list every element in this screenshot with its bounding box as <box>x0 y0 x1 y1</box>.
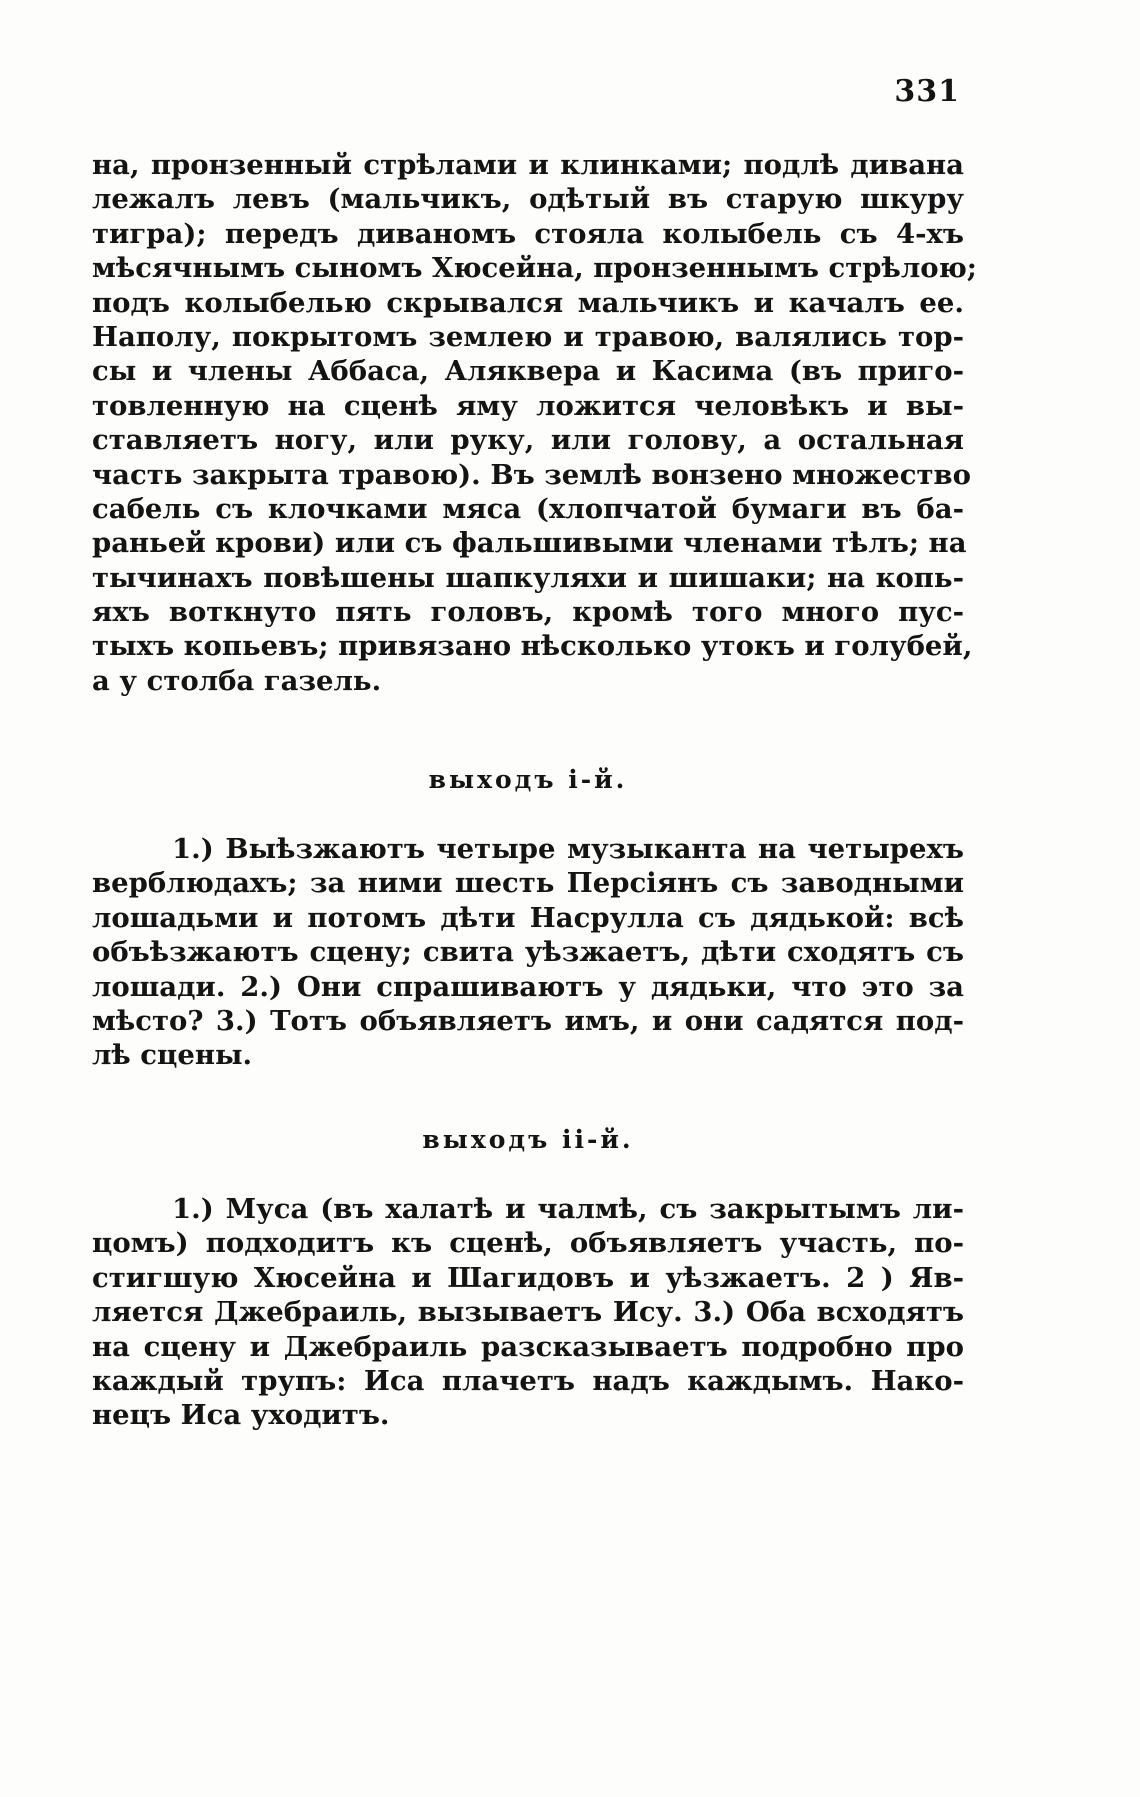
paragraph-continuation <box>92 148 977 698</box>
text-line: Наполу, покрытомъ землею и травою, валялись тор- <box>92 320 964 353</box>
text-line: цомъ) подходитъ къ сценѣ, объявляетъ участь, по- <box>92 1227 964 1260</box>
text-line: на сцену и Джебраиль разсказываетъ подробно про <box>92 1330 964 1363</box>
text-line: лошадьми и потомъ дѣти Насрулла съ дядькой: всѣ <box>92 901 964 934</box>
text-line: мѣсто? 3.) Тотъ объявляетъ имъ, и они садятся под- <box>92 1004 964 1037</box>
text-line: сы и члены Аббаса, Аляквера и Касима (въ приго- <box>92 355 964 388</box>
page-number: 331 <box>894 74 960 109</box>
text-line: лошади. 2.) Они спрашиваютъ у дядьки, что это за <box>92 970 964 1003</box>
text-line: объѣзжаютъ сцену; свита уѣзжаетъ, дѣти сходятъ съ <box>92 936 964 969</box>
text-line: ляется Джебраиль, вызываетъ Ису. 3.) Оба всходятъ <box>92 1296 964 1329</box>
section-heading-exit-1: выходъ і-й. <box>428 765 628 794</box>
text-line: верблюдахъ; за ними шесть Персіянъ съ заводными <box>92 867 964 900</box>
text-line: стигшую Хюсейна и Шагидовъ и уѣзжаетъ. 2 ) Яв- <box>92 1261 964 1294</box>
text-line: товленную на сценѣ яму ложится человѣкъ и вы- <box>92 389 964 422</box>
text-line: раньей крови) или съ фальшивыми членами тѣлъ; на <box>92 527 967 560</box>
section-heading-exit-2: выходъ іі-й. <box>422 1125 634 1154</box>
text-line: мѣсячнымъ сыномъ Хюсейна, пронзеннымъ стрѣлою; <box>92 252 977 285</box>
text-line: лѣ сцены. <box>92 1039 253 1072</box>
text-line: яхъ воткнуто пять головъ, кромѣ того много пус- <box>92 596 964 629</box>
text-line: нецъ Иса уходитъ. <box>92 1399 390 1432</box>
text-line: а у столба газель. <box>92 664 382 697</box>
text-line: сабель съ клочками мяса (хлопчатой бумаги въ ба- <box>92 492 964 525</box>
text-line: ставляетъ ногу, или руку, или голову, а остальная <box>92 424 964 457</box>
text-line: 1.) Муса (въ халатѣ и чалмѣ, съ закрытымъ ли- <box>172 1193 964 1225</box>
text-line: тыхъ копьевъ; привязано нѣсколько утокъ и голубей, <box>92 630 973 663</box>
paragraph-exit-2 <box>92 1192 964 1433</box>
text-line: на, пронзенный стрѣлами и клинками; подлѣ дивана <box>92 149 964 181</box>
text-line: лежалъ левъ (мальчикъ, одѣтый въ старую шкуру <box>92 183 964 216</box>
text-line: тычинахъ повѣшены шапкуляхи и шишаки; на копь- <box>92 561 964 594</box>
paragraph-exit-1 <box>92 832 964 1073</box>
text-line: 1.) Выѣзжаютъ четыре музыканта на четырехъ <box>172 833 964 865</box>
text-line: тигра); передъ диваномъ стояла колыбель съ 4-хъ <box>92 217 964 250</box>
text-line: подъ колыбелью скрывался мальчикъ и качалъ ее. <box>92 286 964 319</box>
text-line: часть закрыта травою). Въ землѣ вонзено множество <box>92 458 971 491</box>
text-line: каждый трупъ: Иса плачетъ надъ каждымъ. Нако- <box>92 1364 964 1397</box>
